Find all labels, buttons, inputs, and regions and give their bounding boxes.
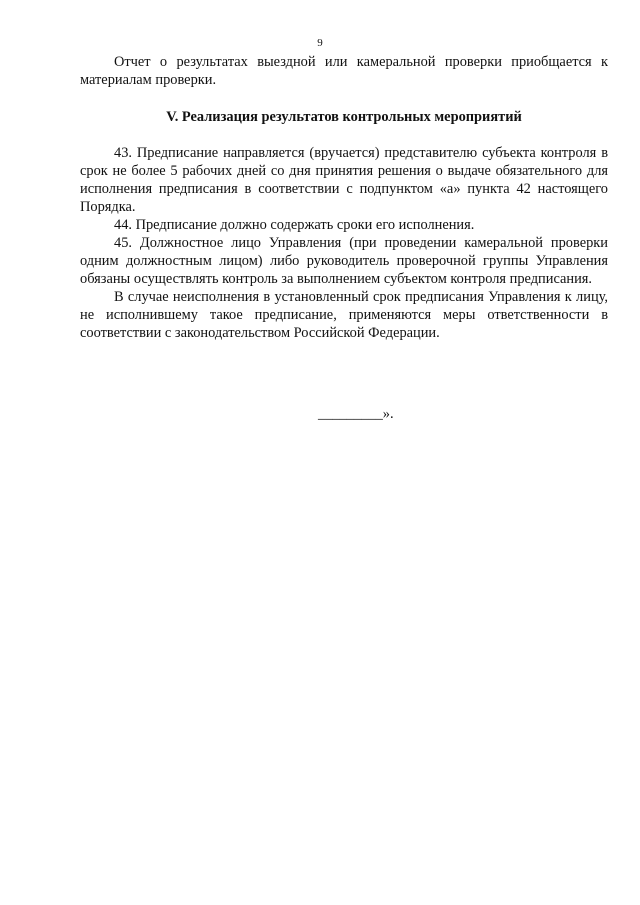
paragraph-44: 44. Предписание должно содержать сроки его исполнения. bbox=[114, 217, 475, 233]
closing-line: _________». bbox=[318, 406, 394, 422]
page-number: 9 bbox=[317, 37, 323, 49]
intro-paragraph: Отчет о результатах выездной или камеральной проверки приобщается к материалам проверки. bbox=[80, 54, 608, 88]
page-body bbox=[80, 53, 608, 342]
paragraph-non-compliance: В случае неисполнения в установленный срок предписания Управления к лицу, не исполнившему такое предписание, применяются меры ответственности в соответствии с законодательством Российской Федерации. bbox=[80, 289, 608, 341]
paragraph-43: 43. Предписание направляется (вручается) представителю субъекта контроля в срок не более 5 рабочих дней со дня принятия решения о выдаче обязательного для исполнения предписания в соответствии с подпунктом «а» пункта 42 настоящего Порядка. bbox=[80, 145, 608, 215]
section-heading: V. Реализация результатов контрольных мероприятий bbox=[166, 109, 522, 125]
paragraph-45: 45. Должностное лицо Управления (при проведении камеральной проверки одним должностным лицом) либо руководитель проверочной группы Управления обязаны осуществлять контроль за выполнением субъектом контроля предписания. bbox=[80, 235, 608, 287]
